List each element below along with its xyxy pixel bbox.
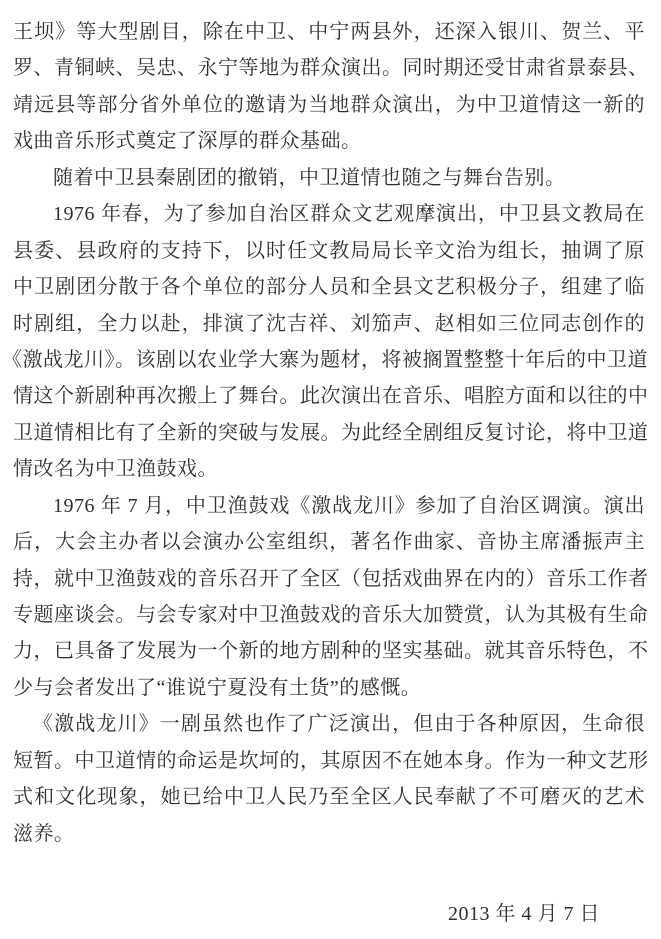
text-line: 《激战龙川》一剧虽然也作了广泛演出，但由于各种原因，生命很 — [33, 713, 645, 736]
date-line: 2013 年 4 月 7 日 — [448, 903, 600, 925]
text-line: 中卫剧团分散于各个单位的部分人员和全县文艺积极分子，组建了临 — [13, 276, 645, 299]
text-line: 短暂。中卫道情的命运是坎坷的，其原因不在她本身。作为一种文艺形 — [13, 749, 649, 772]
text-line: 《激战龙川》。该剧以农业学大寨为题材，将被搁置整整十年后的中卫道 — [2, 348, 648, 371]
text-line: 1976 年 7 月，中卫渔鼓戏《激战龙川》参加了自治区调演。演出 — [53, 494, 645, 517]
text-line: 1976 年春，为了参加自治区群众文艺观摩演出，中卫县文教局在 — [53, 203, 645, 226]
text-line: 专题座谈会。与会专家对中卫渔鼓戏的音乐大加赞赏，认为其极有生命 — [13, 604, 649, 626]
text-line: 戏曲音乐形式奠定了深厚的群众基础。 — [13, 130, 362, 153]
document-body — [2, 14, 649, 852]
text-line: 持，就中卫渔鼓戏的音乐召开了全区（包括戏曲界在内的）音乐工作者 — [13, 567, 649, 590]
text-line: 情这个新剧种再次搬上了舞台。此次演出在音乐、唱腔方面和以往的中 — [13, 385, 649, 408]
text-line: 少与会者发出了“谁说宁夏没有土货”的感慨。 — [13, 676, 422, 699]
text-line: 靖远县等部分省外单位的邀请为当地群众演出，为中卫道情这一新的 — [13, 93, 645, 116]
text-line: 后，大会主办者以会演办公室组织，著名作曲家、音协主席潘振声主 — [13, 531, 645, 554]
text-line: 式和文化现象，她已给中卫人民乃至全区人民奉献了不可磨灭的艺术 — [13, 786, 645, 809]
text-line: 时剧组，全力以赴，排演了沈吉祥、刘笳声、赵相如三位同志创作的 — [13, 312, 645, 335]
text-line: 情改名为中卫渔鼓戏。 — [13, 458, 218, 481]
text-line: 随着中卫县秦剧团的撤销，中卫道情也随之与舞台告别。 — [53, 166, 566, 189]
text-line: 滋养。 — [13, 822, 75, 845]
text-line: 卫道情相比有了全新的突破与发展。为此经全剧组反复讨论，将中卫道 — [13, 421, 649, 444]
text-line: 力，已具备了发展为一个新的地方剧种的坚实基础。就其音乐特色，不 — [13, 640, 649, 663]
text-line: 县委、县政府的支持下，以时任文教局局长辛文治为组长，抽调了原 — [13, 239, 645, 262]
text-line: 王坝》等大型剧目，除在中卫、中宁两县外，还深入银川、贺兰、平 — [13, 21, 645, 43]
text-line: 罗、青铜峡、吴忠、永宁等地为群众演出。同时期还受甘肃省景泰县、 — [13, 57, 649, 80]
